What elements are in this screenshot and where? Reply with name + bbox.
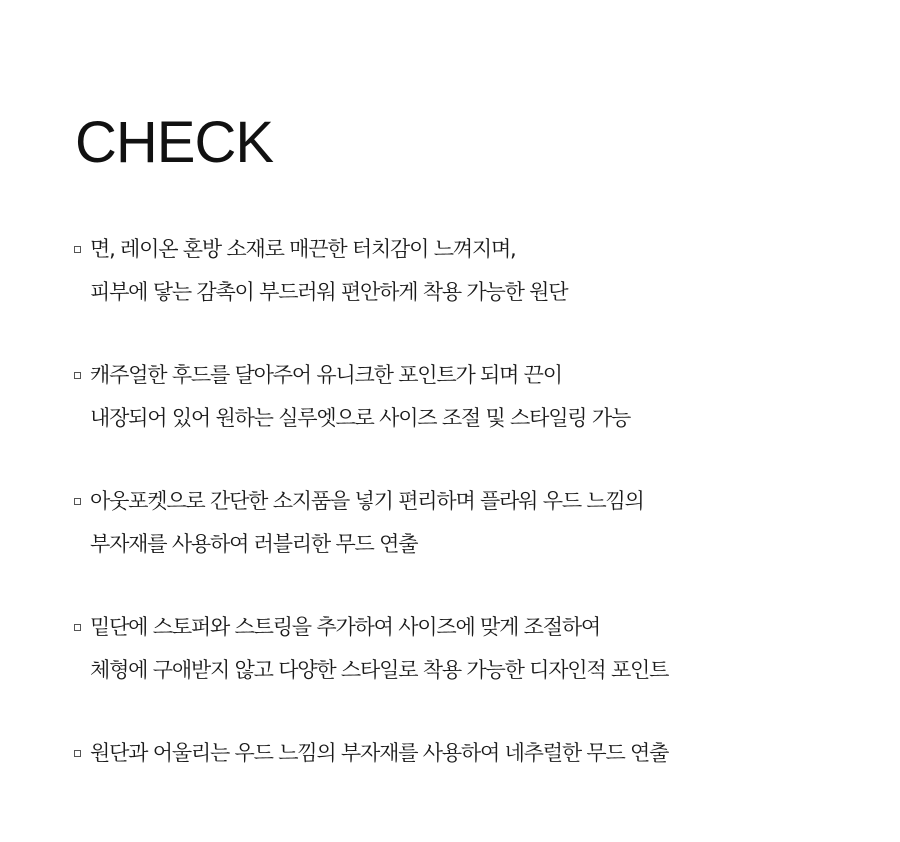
check-item-line: 면, 레이온 혼방 소재로 매끈한 터치감이 느껴지며, — [90, 237, 516, 261]
check-item-line: 피부에 닿는 감촉이 부드러워 편안하게 착용 가능한 원단 — [90, 280, 568, 304]
square-bullet-icon — [74, 372, 81, 379]
check-item-text — [90, 610, 874, 687]
check-item-text — [90, 484, 874, 561]
check-item-line: 체형에 구애받지 않고 다양한 스타일로 착용 가능한 디자인적 포인트 — [90, 658, 669, 682]
square-bullet-icon — [74, 624, 81, 631]
check-item-line: 밑단에 스토퍼와 스트링을 추가하여 사이즈에 맞게 조절하여 — [90, 615, 600, 639]
square-bullet-icon — [74, 246, 81, 253]
check-item-3 — [74, 484, 874, 561]
square-bullet-icon — [74, 498, 81, 505]
check-item-line: 내장되어 있어 원하는 실루엣으로 사이즈 조절 및 스타일링 가능 — [90, 406, 631, 430]
check-item-line: 캐주얼한 후드를 달아주어 유니크한 포인트가 되며 끈이 — [90, 363, 562, 387]
check-item-4 — [74, 610, 874, 687]
check-list — [74, 232, 874, 770]
check-item-text — [90, 736, 874, 770]
check-item-line: 부자재를 사용하여 러블리한 무드 연출 — [90, 532, 418, 556]
check-item-line: 원단과 어울리는 우드 느낌의 부자재를 사용하여 네추럴한 무드 연출 — [90, 741, 669, 765]
check-item-5 — [74, 736, 874, 770]
check-item-line: 아웃포켓으로 간단한 소지품을 넣기 편리하며 플라워 우드 느낌의 — [90, 489, 644, 513]
check-item-1 — [74, 232, 874, 309]
square-bullet-icon — [74, 750, 81, 757]
check-item-text — [90, 232, 874, 309]
check-item-2 — [74, 358, 874, 435]
section-title: CHECK — [75, 110, 274, 175]
check-item-text — [90, 358, 874, 435]
